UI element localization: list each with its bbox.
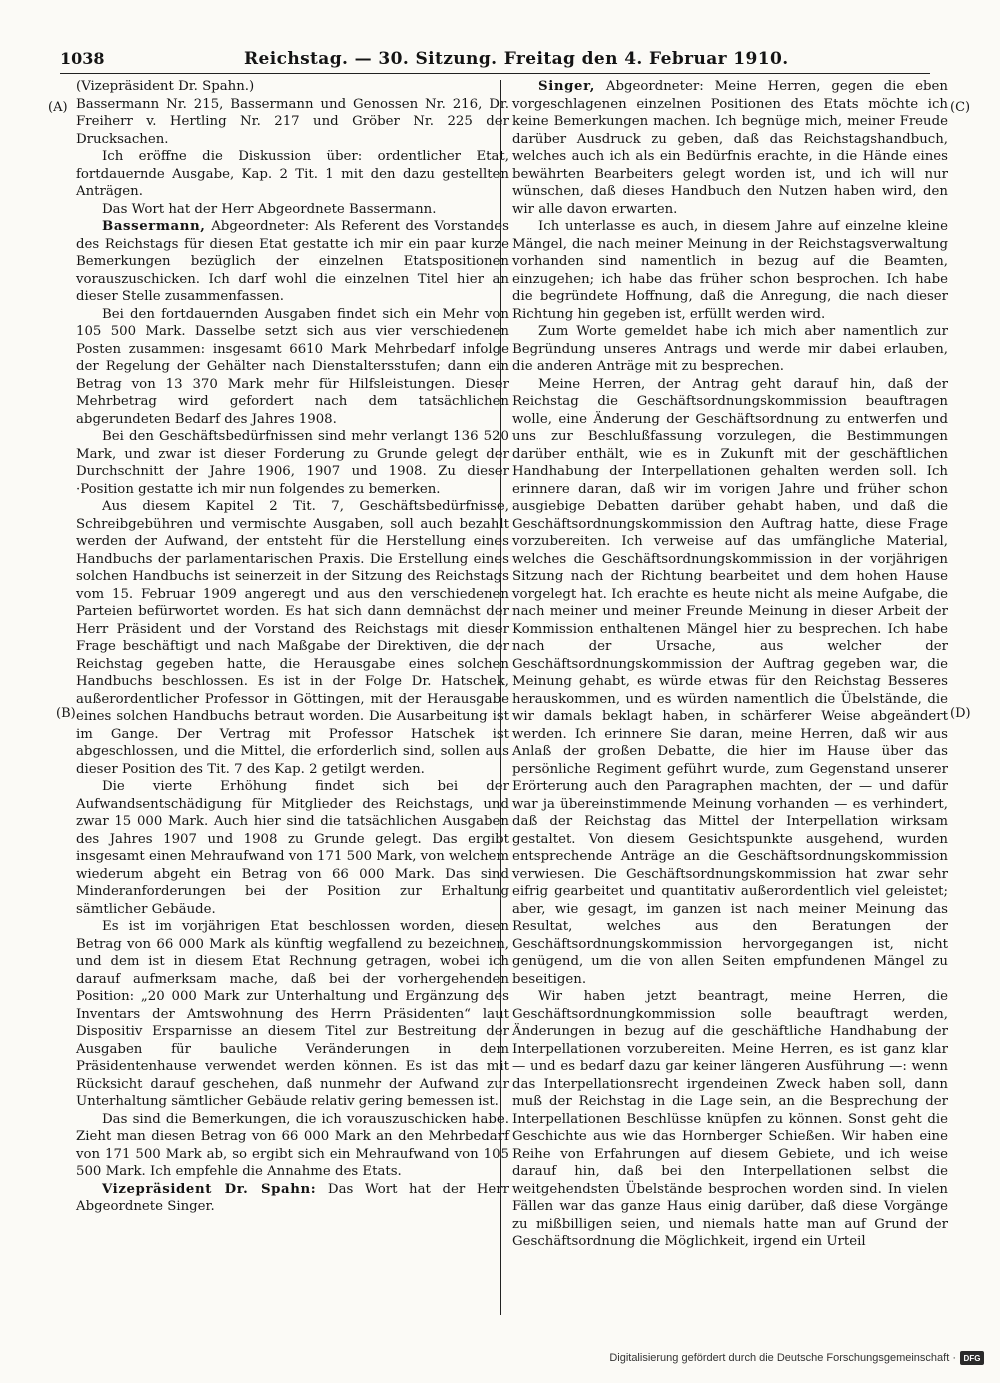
page-header bbox=[60, 49, 928, 71]
margin-marker-c: (C) bbox=[950, 100, 971, 115]
dfg-logo-icon: DFG bbox=[960, 1351, 984, 1365]
footer-credit bbox=[609, 1351, 984, 1365]
speech-paragraph bbox=[76, 218, 509, 306]
speech-text: Das Wort hat der Herr Abgeordnete Singer. bbox=[76, 1181, 510, 1214]
speech-text: Abgeordneter: Als Referent des Vorstandes des Reichstags für diesen Etat gestatte ich mir ein paar kurze Bemerkungen bezüglich der einzelnen Etatspositionen vorauszuschicken. Ich darf wohl die einzelnen Titel hier an dieser Stelle zusammenfassen. bbox=[76, 219, 509, 304]
margin-marker-a: (A) bbox=[48, 100, 68, 115]
speaker-name: Singer, bbox=[538, 79, 595, 94]
paragraph: Es ist im vorjährigen Etat beschlossen worden, diesen Betrag von 66 000 Mark als künftig wegfallend zu bezeichnen, und dem ist in diesem Etat Rechnung getragen, wobei ich darauf aufmerksam mache, daß bei der vorhergehenden Position: „20 000 Mark zur Unterhaltung und Ergänzung des Inventars der Amtswohnung des Herrn Präsidenten“ laut Dispositiv Ersparnisse an diesem Titel zur Bestreitung der Ausgaben für bauliche Veränderungen in dem Präsidentenhause verwendet werden können. Es ist das mit Rücksicht darauf geschehen, daß nunmehr der Aufwand zur Unterhaltung sämtlicher Gebäude relativ gering bemessen ist. bbox=[76, 919, 509, 1109]
speaker-name: Vizepräsident Dr. Spahn: bbox=[102, 1181, 317, 1197]
speaker-name: Bassermann, bbox=[102, 219, 206, 234]
speech-paragraph bbox=[512, 78, 948, 218]
paragraph: Zum Worte gemeldet habe ich mich aber namentlich zur Begründung unseres Antrags und werde mir dabei erlauben, die anderen Anträge mit zu besprechen. bbox=[512, 324, 948, 374]
paragraph: Bassermann Nr. 215, Bassermann und Genossen Nr. 216, Dr. Freiherr v. Hertling Nr. 217 und Gröber Nr. 225 der Drucksachen. bbox=[76, 96, 509, 147]
column-rule bbox=[500, 80, 501, 1315]
paragraph: Bei den Geschäftsbedürfnissen sind mehr verlangt 136 520 Mark, und zwar ist dieser Forderung zu Grunde gelegt der Durchschnitt der Jahre 1906, 1907 und 1908. Zu dieser ·Position gestatte ich mir nun folgendes zu bemerken. bbox=[76, 429, 509, 497]
speech-text: Abgeordneter: Meine Herren, gegen die eben vorgeschlagenen einzelnen Positionen des Etats möchte ich keine Bemerkungen machen. Ich begnüge mich, meiner Freude darüber Ausdruck zu geben, daß das Reichstagshandbuch, welches auch ich als ein Bedürfnis erachte, in die Hände eines bewährten Bearbeiters gelegt worden ist, und ich will nur wünschen, daß dieses Handbuch den Nutzen haben wird, den wir alle davon erwarten. bbox=[512, 79, 948, 217]
paragraph: Bei den fortdauernden Ausgaben findet sich ein Mehr von 105 500 Mark. Dasselbe setzt sich aus vier verschiedenen Posten zusammen: insgesamt 6610 Mark Mehrbedarf infolge der Regelung der Gehälter nach Dienstaltersstufen; dann ein Betrag von 13 370 Mark mehr für Hilfsleistungen. Dieser Mehrbetrag wird gefordert nach dem tatsächlichen abgerundeten Bedarf des Jahres 1908. bbox=[76, 306, 509, 427]
paragraph: Ich eröffne die Diskussion über: ordentlicher Etat, fortdauernde Ausgabe, Kap. 2 Tit. 1 mit den dazu gestellten Anträgen. bbox=[76, 149, 509, 199]
margin-marker-b: (B) bbox=[56, 706, 76, 721]
paragraph: Aus diesem Kapitel 2 Tit. 7, Geschäftsbedürfnisse, Schreibgebühren und vermischte Ausgaben, soll auch bezahlt werden der Aufwand, der entsteht für die Herstellung eines Handbuchs der parlamentarischen Praxis. Die Erstellung eines solchen Handbuchs ist seinerzeit in der Sitzung des Reichstags vom 15. Februar 1909 angeregt und aus den verschiedenen Parteien befürwortet worden. Es hat sich dann demnächst der Herr Präsident und der Vorstand des Reichstags mit dieser Frage beschäftigt und nach Maßgabe der Direktiven, die der Reichstag gegeben hatte, die Herausgabe eines solchen Handbuchs beschlossen. Es ist in der Folge Dr. Hatschek, außerordentlicher Professor in Göttingen, mit der Herausgabe eines solchen Handbuchs betraut worden. Die Ausarbeitung ist im Gange. Der Vertrag mit Professor Hatschek ist abgeschlossen, und die Mittel, die erforderlich sind, sollen aus dieser Position des Tit. 7 des Kap. 2 getilgt werden. bbox=[76, 499, 509, 777]
header-rule bbox=[60, 73, 930, 74]
margin-marker-d: (D) bbox=[950, 706, 971, 721]
right-column bbox=[512, 78, 948, 1251]
chair-note: (Vizepräsident Dr. Spahn.) bbox=[76, 79, 255, 94]
page-number: 1038 bbox=[60, 49, 105, 68]
paragraph: Das Wort hat der Herr Abgeordnete Bassermann. bbox=[102, 201, 437, 217]
paragraph: Wir haben jetzt beantragt, meine Herren, die Geschäftsordnungkommission solle beauftragt werden, Änderungen in bezug auf die geschäftliche Handhabung der Interpellationen vorzubereiten. Meine Herren, es ist ganz klar — und es bedarf dazu gar keiner längeren Ausführung —: wenn das Interpellationsrecht irgendeinen Zweck haben soll, dann muß der Reichstag in die Lage sein, an die Besprechung der Interpellationen Beschlüsse knüpfen zu können. Sonst geht die Geschichte aus wie das Hornberger Schießen. Wir haben eine Reihe von Erfahrungen auf diesem Gebiete, und ich weise darauf hin, daß bei den Interpellationen selbst die weitgehendsten Übelstände besprochen worden sind. In vielen Fällen war das ganze Haus einig darüber, daß diese Vorgänge zu mißbilligen seien, und niemals hatte man auf Grund der Geschäftsordnung die Möglichkeit, irgend ein Urteil bbox=[512, 989, 948, 1249]
speech-paragraph bbox=[76, 1181, 509, 1216]
running-title: Reichstag. — 30. Sitzung. Freitag den 4. Februar 1910. bbox=[243, 49, 789, 69]
paragraph: Ich unterlasse es auch, in diesem Jahre auf einzelne kleine Mängel, die nach meiner Meinung in der Reichstagsverwaltung vorhanden sind namentlich in bezug auf die Beamten, einzugehen; ich habe das früher schon besprochen. Ich habe die begründete Hoffnung, daß die Anregung, die nach dieser Richtung hin gegeben ist, erfüllt werden wird. bbox=[512, 219, 948, 322]
footer-credit-text: Digitalisierung gefördert durch die Deutsche Forschungsgemeinschaft · bbox=[609, 1352, 956, 1364]
left-column bbox=[76, 78, 509, 1216]
paragraph: Meine Herren, der Antrag geht darauf hin, daß der Reichstag die Geschäftsordnungskommission beauftragen wolle, eine Änderung der Geschäftsordnung zu entwerfen und uns zur Beschlußfassung vorzulegen, die Bestimmungen darüber enthält, wie es in Zukunft mit der geschäftlichen Handhabung der Interpellationen gehalten werden soll. Ich erinnere daran, daß wir im vorigen Jahre und früher schon ausgiebige Debatten darüber gehabt haben, und daß die Geschäftsordnungskommission den Auftrag hatte, diese Frage vorzubereiten. Ich verweise auf das umfängliche Material, welches die Geschäftsordnungskommission in der vorjährigen Sitzung nach der Richtung bearbeitet und dem hohen Hause vorgelegt hat. Ich erachte es heute nicht als meine Aufgabe, die nach meiner und meiner Freunde Meinung in dieser Arbeit der Kommission enthaltenen Mängel hier zu besprechen. Ich habe nach der Ursache, aus welcher der Geschäftsordnungskommission der Auftrag gegeben war, die Meinung gehabt, es würde etwas für den Reichstag Besseres herauskommen, und es würden namentlich die Übelstände, die wir damals beklagt haben, in schärferer Weise abgeändert werden. Ich erinnere Sie daran, meine Herren, daß wir aus Anlaß der großen Debatte, die hier im Hause über das persönliche Regiment geführt wurde, zum Gegenstand unserer Erörterung auch den Paragraphen machten, der — und dafür war ja übereinstimmende Meinung vorhanden — es verhindert, daß der Reichstag das Mittel der Interpellation wirksam gestaltet. Von diesem Gesichtspunkte ausgehend, wurden entsprechende Anträge an die Geschäftsordnungskommission verwiesen. Die Geschäftsordnungskommission hat zwar sehr eifrig gearbeitet und quantitativ außerordentlich viel geleistet; aber, wie gesagt, im ganzen ist nach meiner Meinung das Resultat, welches aus den Beratungen der Geschäftsordnungskommission hervorgegangen ist, nicht genügend, um die von allen Seiten empfundenen Mängel zu beseitigen. bbox=[512, 376, 948, 987]
paragraph: Das sind die Bemerkungen, die ich vorauszuschicken habe. Zieht man diesen Betrag von 66 000 Mark an den Mehrbedarf von 171 500 Mark ab, so ergibt sich ein Mehraufwand von 105 500 Mark. Ich empfehle die Annahme des Etats. bbox=[76, 1111, 509, 1179]
paragraph: Die vierte Erhöhung findet sich bei der Aufwandsentschädigung für Mitglieder des Reichstags, und zwar 15 000 Mark. Auch hier sind die tatsächlichen Ausgaben des Jahres 1907 und 1908 zu Grunde gelegt. Das ergibt insgesamt einen Mehraufwand von 171 500 Mark, von welchem wiederum abgeht ein Betrag von 66 000 Mark. Das sind Minderanforderungen bei der Position zur Erhaltung sämtlicher Gebäude. bbox=[76, 779, 509, 917]
